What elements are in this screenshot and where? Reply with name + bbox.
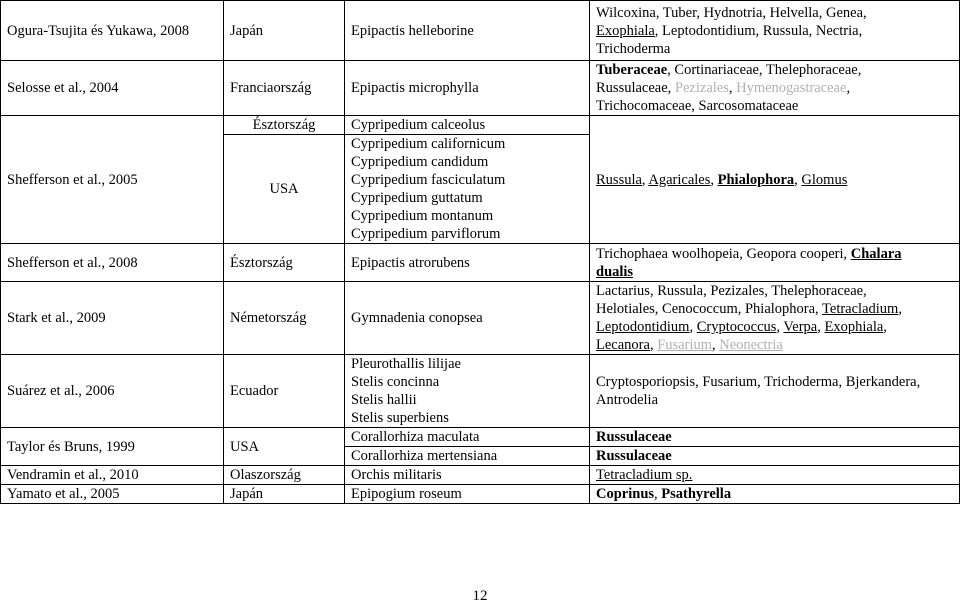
table-row [1,282,960,355]
species-name: Stelis concinna [351,374,440,390]
fungi-name: Helotiales, Cenococcum, Phialophora, [596,301,823,317]
fungi-line [596,318,953,336]
fungi-name: Neonectria [719,337,783,353]
table-body [1,1,960,504]
species-cell [345,244,590,282]
fungi-name: , [710,171,718,188]
author-cell: Ogura-Tsujita és Yukawa, 2008 [1,1,224,61]
table-row [1,485,960,504]
species-cell: Corallorhiza maculata [345,428,590,447]
fungi-line [596,245,953,263]
species-cell [345,1,590,61]
species-name: Stelis superbiens [351,410,449,426]
table-row [1,116,960,135]
table-row [1,1,960,61]
country-cell: USA [224,428,345,466]
author-cell: Yamato et al., 2005 [1,485,224,504]
fungi-name: Agaricales [648,171,711,188]
species-name: Epipactis helleborine [351,22,474,39]
fungi-name: Verpa [783,319,818,335]
fungi-name: Chalara [850,245,902,262]
fungi-line [596,466,953,484]
species-cell [345,355,590,428]
author-cell: Stark et al., 2009 [1,282,224,355]
species-cell [345,116,590,135]
species-name: Cypripedium candidum [351,154,489,170]
author-cell: Shefferson et al., 2008 [1,244,224,282]
fungi-name: Fusarium [657,337,712,353]
fungi-name: Hymenogastraceae [736,80,847,96]
fungi-line [596,263,953,281]
country-cell: Japán [224,1,345,61]
fungi-name: Russula [596,171,642,188]
author-cell: Shefferson et al., 2005 [1,116,224,244]
fungi-name: , [846,80,851,96]
table-row [1,428,960,447]
author-cell: Vendramin et al., 2010 [1,466,224,485]
author-cell: Taylor és Bruns, 1999 [1,428,224,466]
species-cell [345,61,590,116]
author-cell: Selosse et al., 2004 [1,61,224,116]
species-name: Stelis hallii [351,392,417,408]
species-name: Gymnadenia conopsea [351,310,483,326]
species-name: Cypripedium montanum [351,208,494,224]
country-cell: Olaszország [224,466,345,485]
fungi-name: , [689,319,697,335]
fungi-cell [590,116,960,244]
fungi-name: , [898,301,902,317]
fungi-cell [590,244,960,282]
fungi-name: Antrodelia [596,392,659,408]
species-cell [345,466,590,485]
fungi-name: Phialophora [717,171,795,188]
fungi-line [596,171,953,189]
fungi-name: Lactarius, Russula, Pezizales, Thelephoraceae, [596,283,867,299]
fungi-name: Psathyrella [661,486,732,502]
fungi-name: Trichoderma [596,40,671,57]
fungi-line [596,485,953,503]
fungi-line [596,97,953,115]
species-name: Cypripedium guttatum [351,190,483,206]
fungi-cell [590,485,960,504]
table-row [1,244,960,282]
fungi-name: , [794,171,802,188]
country-cell: Németország [224,282,345,355]
species-cell [345,135,590,244]
fungi-name: Tuberaceae [596,62,668,78]
fungi-name: Russulaceae [596,448,672,464]
fungi-name: Exophiala [596,22,655,39]
page-number: 12 [472,588,488,604]
fungi-name: Tetracladium sp. [596,467,693,483]
fungi-line [596,300,953,318]
fungi-line [596,40,953,58]
species-name: Epipogium roseum [351,486,462,502]
fungi-name: dualis [596,263,634,280]
species-name: Epipactis atrorubens [351,254,470,271]
fungi-line [596,22,953,40]
fungi-cell [590,466,960,485]
fungi-name: Wilcoxina, Tuber, Hydnotria, Helvella, Genea, [596,4,867,21]
fungi-name: Coprinus [596,486,655,502]
species-cell [345,282,590,355]
fungi-line [596,61,953,79]
fungi-name: Trichophaea woolhopeia, Geopora cooperi, [596,245,851,262]
table-row [1,61,960,116]
species-name: Pleurothallis lilijae [351,356,461,372]
fungi-line [596,282,953,300]
fungi-name: Glomus [801,171,848,188]
fungi-name: Cryptococcus [696,319,777,335]
fungi-name: , [641,171,649,188]
country-cell: Japán [224,485,345,504]
species-name: Orchis militaris [351,467,442,483]
fungi-name: Lecanora [596,337,650,353]
fungi-name: , Cortinariaceae, Thelephoraceae, [667,62,862,78]
fungi-cell [590,447,960,466]
author-cell: Suárez et al., 2006 [1,355,224,428]
fungi-cell [590,428,960,447]
fungi-name: Leptodontidium [596,319,690,335]
fungi-line [596,373,953,391]
species-name: Cypripedium parviflorum [351,226,501,242]
fungi-name: Pezizales [674,80,729,96]
fungi-name: Tetracladium [822,301,899,317]
fungi-line [596,336,953,354]
fungi-name: , [817,319,825,335]
country-cell: Franciaország [224,61,345,116]
species-cell: Corallorhiza mertensiana [345,447,590,466]
fungi-name: Exophiala [824,319,884,335]
fungi-name: Cryptosporiopsis, Fusarium, Trichoderma, Bjerkandera, [596,374,921,390]
species-name: Cypripedium calceolus [351,117,486,133]
country-cell: Észtország [224,244,345,282]
fungi-line [596,4,953,22]
table-row [1,466,960,485]
species-name: Cypripedium fasciculatum [351,172,506,188]
fungi-name: , [883,319,887,335]
fungi-name: Russulaceae, [596,80,675,96]
species-name: Epipactis microphylla [351,80,479,96]
fungi-name: , [776,319,784,335]
fungi-name: , [711,337,720,353]
country-cell: USA [224,135,345,244]
fungi-name: Russulaceae [596,429,672,445]
table-row [1,355,960,428]
fungi-line [596,79,953,97]
fungi-name: Trichocomaceae, Sarcosomataceae [596,98,799,114]
country-cell: Észtország [224,116,345,135]
fungi-cell [590,1,960,61]
fungi-line [596,391,953,409]
fungi-cell [590,282,960,355]
fungi-name: , [728,80,737,96]
fungi-cell [590,61,960,116]
fungi-cell [590,355,960,428]
country-cell: Ecuador [224,355,345,428]
fungi-name: , [654,486,662,502]
fungi-name: , [649,337,658,353]
species-cell [345,485,590,504]
species-name: Cypripedium californicum [351,136,506,152]
fungi-name: , Leptodontidium, Russula, Nectria, [654,22,863,39]
